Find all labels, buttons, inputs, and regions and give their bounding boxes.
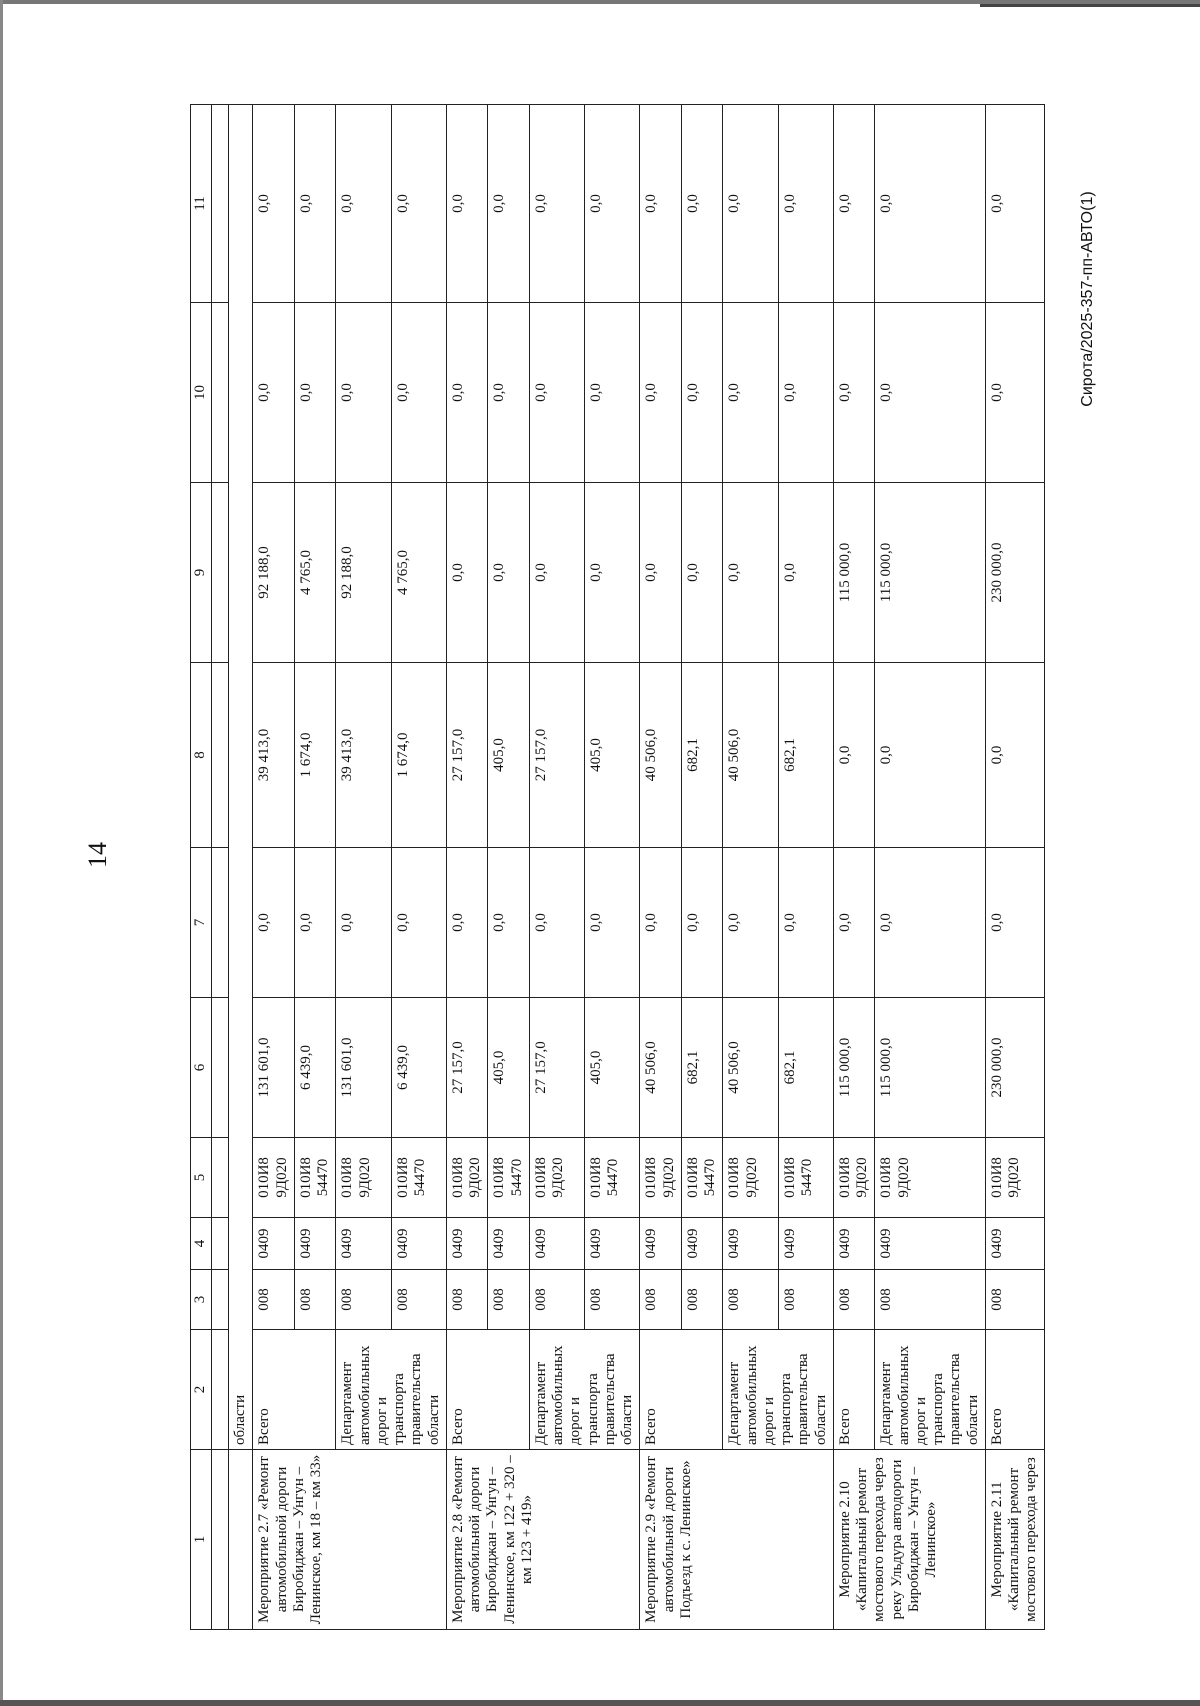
cell-c7: 0,0 <box>391 848 446 998</box>
cell-c8: 40 506,0 <box>640 663 682 848</box>
table-row <box>875 105 986 1630</box>
cell-c11: 0,0 <box>640 105 682 303</box>
column-header-5: 5 <box>191 1138 212 1218</box>
scan-edge-left <box>0 0 3 1706</box>
cell-c7: 0,0 <box>875 848 986 998</box>
cell-c3: 008 <box>585 1270 640 1330</box>
cell-c5: 010И8 54470 <box>681 1138 723 1218</box>
column-header-8: 8 <box>191 663 212 848</box>
funding-source: Всего <box>985 1330 1044 1450</box>
carry-over-empty <box>229 1450 253 1630</box>
cell-c9: 230 000,0 <box>985 483 1044 663</box>
document-code: Сирота/2025-357-пп-АВТО(1) <box>1079 191 1096 407</box>
table-row <box>253 105 295 1630</box>
cell-c6: 230 000,0 <box>985 998 1044 1138</box>
cell-c10: 0,0 <box>640 303 682 483</box>
cell-c3: 008 <box>488 1270 530 1330</box>
cell-c8: 39 413,0 <box>336 663 391 848</box>
cell-c11: 0,0 <box>585 105 640 303</box>
cell-c3: 008 <box>336 1270 391 1330</box>
blank-cell <box>212 1138 229 1218</box>
cell-c10: 0,0 <box>585 303 640 483</box>
cell-c8: 682,1 <box>681 663 723 848</box>
column-header-3: 3 <box>191 1270 212 1330</box>
cell-c8: 405,0 <box>488 663 530 848</box>
cell-c4: 0409 <box>681 1218 723 1270</box>
blank-cell <box>212 998 229 1138</box>
cell-c3: 008 <box>446 1270 488 1330</box>
cell-c10: 0,0 <box>778 303 833 483</box>
cell-c3: 008 <box>253 1270 295 1330</box>
cell-c11: 0,0 <box>985 105 1044 303</box>
column-header-6: 6 <box>191 998 212 1138</box>
cell-c3: 008 <box>640 1270 682 1330</box>
cell-c7: 0,0 <box>529 848 584 998</box>
cell-c5: 010И8 9Д020 <box>253 1138 295 1218</box>
cell-c7: 0,0 <box>488 848 530 998</box>
cell-c3: 008 <box>778 1270 833 1330</box>
cell-c6: 40 506,0 <box>723 998 778 1138</box>
cell-c8: 0,0 <box>875 663 986 848</box>
table-row <box>833 105 875 1630</box>
cell-c10: 0,0 <box>336 303 391 483</box>
cell-c11: 0,0 <box>336 105 391 303</box>
funding-source: Всего <box>640 1330 723 1450</box>
cell-c7: 0,0 <box>294 848 336 998</box>
cell-c3: 008 <box>681 1270 723 1330</box>
cell-c6: 6 439,0 <box>391 998 446 1138</box>
cell-c8: 0,0 <box>833 663 875 848</box>
cell-c8: 1 674,0 <box>294 663 336 848</box>
cell-c10: 0,0 <box>723 303 778 483</box>
cell-c4: 0409 <box>778 1218 833 1270</box>
funding-source: Всего <box>446 1330 529 1450</box>
cell-c4: 0409 <box>585 1218 640 1270</box>
cell-c9: 0,0 <box>529 483 584 663</box>
cell-c3: 008 <box>294 1270 336 1330</box>
cell-c7: 0,0 <box>336 848 391 998</box>
blank-cell <box>212 483 229 663</box>
cell-c9: 0,0 <box>488 483 530 663</box>
column-header-9: 9 <box>191 483 212 663</box>
funding-source: Департамент автомобильных дорог и транспорта правительства области <box>723 1330 834 1450</box>
cell-c10: 0,0 <box>833 303 875 483</box>
funding-source: Всего <box>253 1330 336 1450</box>
cell-c8: 682,1 <box>778 663 833 848</box>
cell-c11: 0,0 <box>488 105 530 303</box>
cell-c5: 010И8 9Д020 <box>529 1138 584 1218</box>
cell-c4: 0409 <box>294 1218 336 1270</box>
cell-c6: 115 000,0 <box>833 998 875 1138</box>
cell-c8: 27 157,0 <box>446 663 488 848</box>
cell-c5: 010И8 9Д020 <box>723 1138 778 1218</box>
cell-c6: 6 439,0 <box>294 998 336 1138</box>
cell-c10: 0,0 <box>529 303 584 483</box>
cell-c9: 92 188,0 <box>336 483 391 663</box>
blank-cell <box>212 1450 229 1630</box>
cell-c3: 008 <box>985 1270 1044 1330</box>
cell-c5: 010И8 54470 <box>488 1138 530 1218</box>
cell-c6: 131 601,0 <box>253 998 295 1138</box>
cell-c6: 115 000,0 <box>875 998 986 1138</box>
measure-name: Мероприятие 2.11 «Капитальный ремонт мостового перехода через <box>985 1450 1044 1630</box>
cell-c11: 0,0 <box>875 105 986 303</box>
table-row <box>529 105 584 1630</box>
cell-c7: 0,0 <box>681 848 723 998</box>
table-row <box>640 105 682 1630</box>
blank-cell <box>212 1270 229 1330</box>
table-row <box>446 105 488 1630</box>
cell-c7: 0,0 <box>985 848 1044 998</box>
cell-c9: 0,0 <box>681 483 723 663</box>
cell-c8: 405,0 <box>585 663 640 848</box>
cell-c10: 0,0 <box>446 303 488 483</box>
cell-c9: 0,0 <box>778 483 833 663</box>
measure-name: Мероприятие 2.7 «Ремонт автомобильной дороги Биробиджан – Унгун – Ленинское, км 18 – км 33» <box>253 1450 447 1630</box>
cell-c8: 0,0 <box>985 663 1044 848</box>
cell-c5: 010И8 9Д020 <box>640 1138 682 1218</box>
cell-c8: 40 506,0 <box>723 663 778 848</box>
cell-c7: 0,0 <box>446 848 488 998</box>
cell-c9: 0,0 <box>585 483 640 663</box>
blank-cell <box>212 105 229 303</box>
cell-c9: 4 765,0 <box>294 483 336 663</box>
table-row <box>723 105 778 1630</box>
cell-c11: 0,0 <box>778 105 833 303</box>
cell-c3: 008 <box>833 1270 875 1330</box>
funding-source: Департамент автомобильных дорог и транспорта правительства области <box>529 1330 640 1450</box>
cell-c5: 010И8 54470 <box>778 1138 833 1218</box>
blank-cell <box>212 848 229 998</box>
cell-c4: 0409 <box>985 1218 1044 1270</box>
blank-cell <box>212 1330 229 1450</box>
blank-cell <box>212 663 229 848</box>
cell-c3: 008 <box>391 1270 446 1330</box>
cell-c7: 0,0 <box>253 848 295 998</box>
cell-c7: 0,0 <box>833 848 875 998</box>
cell-c5: 010И8 9Д020 <box>336 1138 391 1218</box>
funding-source: Департамент автомобильных дорог и транспорта правительства области <box>875 1330 986 1450</box>
blank-row <box>212 105 229 1630</box>
cell-c9: 0,0 <box>640 483 682 663</box>
cell-c5: 010И8 9Д020 <box>833 1138 875 1218</box>
table-row <box>985 105 1044 1630</box>
cell-c6: 405,0 <box>585 998 640 1138</box>
cell-c5: 010И8 54470 <box>391 1138 446 1218</box>
cell-c10: 0,0 <box>253 303 295 483</box>
cell-c3: 008 <box>723 1270 778 1330</box>
cell-c4: 0409 <box>391 1218 446 1270</box>
cell-c9: 0,0 <box>446 483 488 663</box>
blank-cell <box>212 303 229 483</box>
page-number: 14 <box>83 842 112 868</box>
cell-c5: 010И8 9Д020 <box>985 1138 1044 1218</box>
column-header-11: 11 <box>191 105 212 303</box>
cell-c11: 0,0 <box>391 105 446 303</box>
cell-c10: 0,0 <box>681 303 723 483</box>
cell-c4: 0409 <box>833 1218 875 1270</box>
cell-c11: 0,0 <box>253 105 295 303</box>
cell-c4: 0409 <box>253 1218 295 1270</box>
rotated-table-wrapper <box>190 70 1170 1630</box>
cell-c6: 405,0 <box>488 998 530 1138</box>
column-header-7: 7 <box>191 848 212 998</box>
cell-c10: 0,0 <box>985 303 1044 483</box>
column-header-2: 2 <box>191 1330 212 1450</box>
cell-c6: 131 601,0 <box>336 998 391 1138</box>
cell-c6: 682,1 <box>681 998 723 1138</box>
cell-c9: 92 188,0 <box>253 483 295 663</box>
scan-edge-bottom <box>0 1700 1200 1706</box>
cell-c4: 0409 <box>336 1218 391 1270</box>
cell-c11: 0,0 <box>833 105 875 303</box>
cell-c7: 0,0 <box>585 848 640 998</box>
cell-c7: 0,0 <box>778 848 833 998</box>
cell-c4: 0409 <box>640 1218 682 1270</box>
blank-cell <box>212 1218 229 1270</box>
cell-c8: 39 413,0 <box>253 663 295 848</box>
funding-source: Всего <box>833 1330 875 1450</box>
budget-table <box>190 104 1045 1630</box>
column-header-4: 4 <box>191 1218 212 1270</box>
table-row <box>336 105 391 1630</box>
measure-name: Мероприятие 2.8 «Ремонт автомобильной дороги Биробиджан – Унгун – Ленинское, км 122 + 320 – км 123 + 419» <box>446 1450 640 1630</box>
cell-c11: 0,0 <box>294 105 336 303</box>
cell-c9: 115 000,0 <box>875 483 986 663</box>
cell-c4: 0409 <box>488 1218 530 1270</box>
funding-source: Департамент автомобильных дорог и транспорта правительства области <box>336 1330 447 1450</box>
cell-c7: 0,0 <box>640 848 682 998</box>
cell-c11: 0,0 <box>681 105 723 303</box>
scan-edge-top-mark <box>980 4 1200 7</box>
cell-c4: 0409 <box>875 1218 986 1270</box>
cell-c9: 0,0 <box>723 483 778 663</box>
cell-c11: 0,0 <box>446 105 488 303</box>
cell-c8: 27 157,0 <box>529 663 584 848</box>
cell-c7: 0,0 <box>723 848 778 998</box>
cell-c10: 0,0 <box>391 303 446 483</box>
cell-c6: 27 157,0 <box>529 998 584 1138</box>
cell-c4: 0409 <box>529 1218 584 1270</box>
column-header-1: 1 <box>191 1450 212 1630</box>
header-row <box>191 105 212 1630</box>
cell-c6: 682,1 <box>778 998 833 1138</box>
cell-c5: 010И8 54470 <box>585 1138 640 1218</box>
cell-c4: 0409 <box>723 1218 778 1270</box>
cell-c5: 010И8 54470 <box>294 1138 336 1218</box>
measure-name: Мероприятие 2.10 «Капитальный ремонт мостового перехода через реку Ульдура автодороги Биробиджан – Унгун – Ленинское» <box>833 1450 985 1630</box>
cell-c9: 115 000,0 <box>833 483 875 663</box>
cell-c9: 4 765,0 <box>391 483 446 663</box>
carry-over-text: области <box>229 105 253 1450</box>
cell-c3: 008 <box>529 1270 584 1330</box>
cell-c10: 0,0 <box>875 303 986 483</box>
cell-c5: 010И8 9Д020 <box>875 1138 986 1218</box>
measure-name: Мероприятие 2.9 «Ремонт автомобильной дороги Подъезд к с. Ленинское» <box>640 1450 834 1630</box>
cell-c10: 0,0 <box>488 303 530 483</box>
cell-c8: 1 674,0 <box>391 663 446 848</box>
cell-c3: 008 <box>875 1270 986 1330</box>
cell-c11: 0,0 <box>529 105 584 303</box>
cell-c6: 27 157,0 <box>446 998 488 1138</box>
carry-over-row <box>229 105 253 1630</box>
cell-c5: 010И8 9Д020 <box>446 1138 488 1218</box>
cell-c4: 0409 <box>446 1218 488 1270</box>
column-header-10: 10 <box>191 303 212 483</box>
cell-c11: 0,0 <box>723 105 778 303</box>
cell-c10: 0,0 <box>294 303 336 483</box>
cell-c6: 40 506,0 <box>640 998 682 1138</box>
